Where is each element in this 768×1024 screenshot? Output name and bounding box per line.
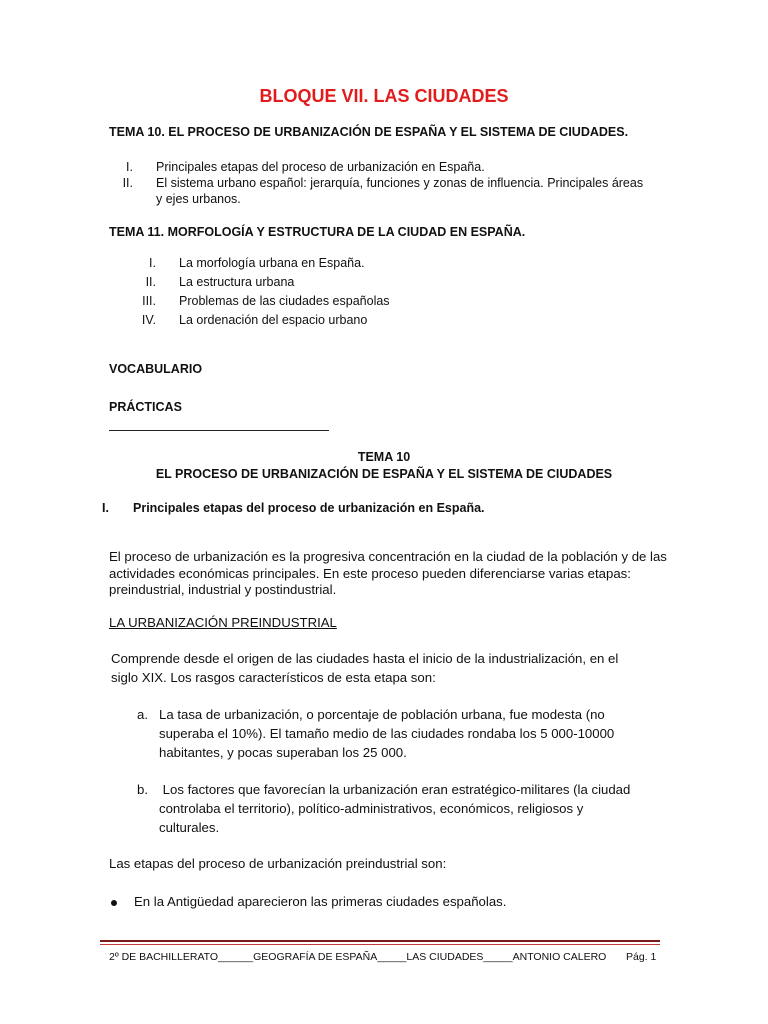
tema10-item-1-number: I. (126, 160, 133, 174)
tema10-item-2-text: El sistema urbano español: jerarquía, funciones y zonas de influencia. Principales áreas (156, 176, 644, 190)
page-title: BLOQUE VII. LAS CIUDADES (259, 86, 509, 106)
tema11-item-4-number: IV. (141, 313, 156, 327)
list-a-marker: a. (137, 707, 148, 722)
tema11-item-2-text: La estructura urbana (179, 275, 295, 289)
preindustrial-heading: LA URBANIZACIÓN PREINDUSTRIAL (109, 615, 337, 630)
tema11-item-2-number: II. (145, 275, 156, 289)
tema11-item-3-number: III. (142, 294, 156, 308)
intro-paragraph-line-1: El proceso de urbanización es la progresiva concentración en la ciudad de la población y de las (109, 549, 667, 564)
tema11-item-3-text: Problemas de las ciudades españolas (179, 294, 390, 308)
tema10-item-2-text-cont: y ejes urbanos. (156, 192, 241, 206)
section-divider (109, 430, 329, 431)
preindustrial-paragraph-line-2: siglo XIX. Los rasgos característicos de esta etapa son: (111, 670, 436, 685)
list-b-line-1: Los factores que favorecían la urbanización eran estratégico-militares (la ciudad (159, 782, 631, 797)
tema11-item-1-text: La morfología urbana en España. (179, 256, 365, 270)
vocabulario-heading: VOCABULARIO (109, 362, 203, 376)
section-tema-label: TEMA 10 (357, 450, 411, 464)
preindustrial-paragraph-line-1: Comprende desde el origen de las ciudades hasta el inicio de la industrialización, en el (111, 651, 619, 666)
bullet-text: En la Antigüedad aparecieron las primeras ciudades españolas. (134, 894, 507, 909)
list-b-line-3: culturales. (159, 820, 220, 835)
tema10-item-2-number: II. (122, 176, 133, 190)
tema11-item-4-text: La ordenación del espacio urbano (179, 313, 368, 327)
list-a-line-1: La tasa de urbanización, o porcentaje de población urbana, fue modesta (no (159, 707, 605, 722)
list-a-line-3: habitantes, y pocas superaban los 25 000. (159, 745, 407, 760)
bullet-icon (111, 900, 117, 906)
list-b-marker: b. (137, 782, 148, 797)
section-tema-title: EL PROCESO DE URBANIZACIÓN DE ESPAÑA Y EL SISTEMA DE CIUDADES (155, 467, 613, 481)
practicas-heading: PRÁCTICAS (109, 400, 182, 414)
etapas-line: Las etapas del proceso de urbanización preindustrial son: (109, 856, 447, 871)
tema11-item-1-number: I. (149, 256, 156, 270)
footer-page-number: Pág. 1 (626, 951, 657, 963)
tema10-index-heading: TEMA 10. EL PROCESO DE URBANIZACIÓN DE ESPAÑA Y EL SISTEMA DE CIUDADES. (109, 125, 629, 139)
tema10-item-1-text: Principales etapas del proceso de urbanización en España. (156, 160, 485, 174)
intro-paragraph-line-2: actividades económicas principales. En este proceso pueden diferenciarse varias etapas: (109, 566, 631, 581)
subsection-title: Principales etapas del proceso de urbanización en España. (133, 501, 485, 515)
subsection-number: I. (102, 501, 109, 515)
footer-rule (100, 940, 660, 942)
intro-paragraph-line-3: preindustrial, industrial y postindustrial. (109, 582, 337, 597)
list-b-line-2: controlaba el territorio), político-administrativos, económicos, religiosos y (159, 801, 584, 816)
list-a-line-2: superaba el 10%). El tamaño medio de las ciudades rondaba los 5 000-10000 (159, 726, 615, 741)
footer-text: 2º DE BACHILLERATO______GEOGRAFÍA DE ESPAÑA_____LAS CIUDADES_____ANTONIO CALERO (109, 951, 607, 963)
footer-rule-secondary (100, 944, 660, 945)
tema11-index-heading: TEMA 11. MORFOLOGÍA Y ESTRUCTURA DE LA CIUDAD EN ESPAÑA. (109, 225, 526, 239)
